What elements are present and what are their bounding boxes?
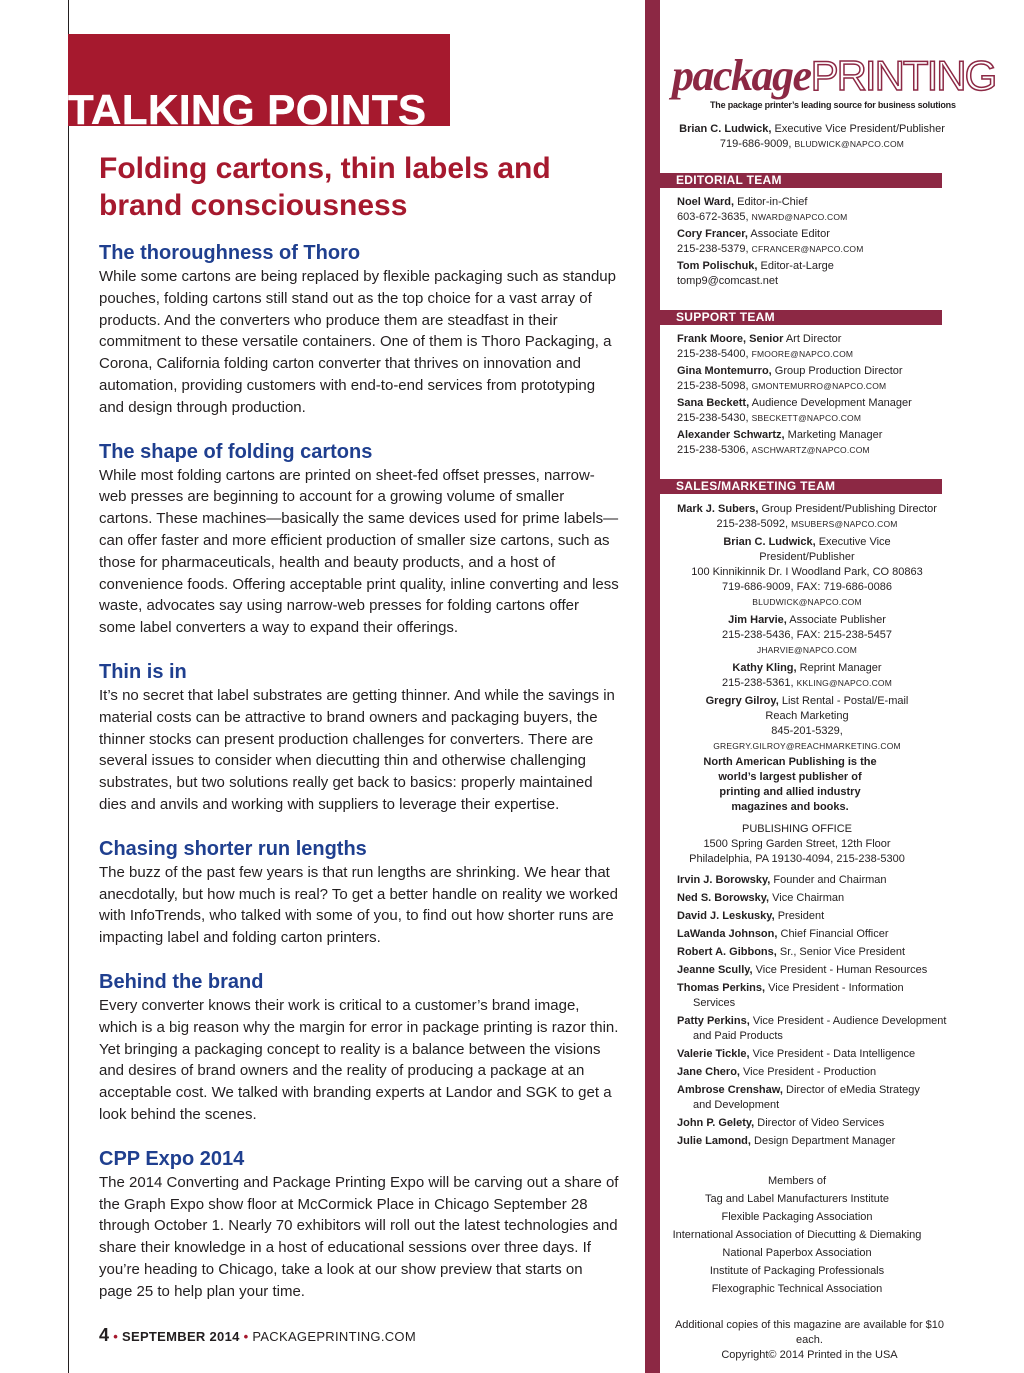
staff-role: Reprint Manager xyxy=(799,662,882,674)
masthead-footer xyxy=(672,1318,947,1363)
officer-name: John P. Gelety, xyxy=(677,1117,755,1129)
staff-entry xyxy=(677,694,937,754)
sales-marketing-team-header: SALES/MARKETING TEAM xyxy=(660,479,942,494)
officer-name: Jeanne Scully, xyxy=(677,964,753,976)
staff-role: Art Director xyxy=(785,333,842,345)
article xyxy=(99,836,619,949)
officer-role: Chief Financial Officer xyxy=(780,928,889,940)
staff-name: Alexander Schwartz, xyxy=(677,429,785,441)
website-url: PACKAGEPRINTING.COM xyxy=(252,1329,416,1344)
napco-statement: North American Publishing is the world’s largest publisher of printing and allied industry magazines and books. xyxy=(703,756,877,813)
officer-role: Sr., Senior Vice President xyxy=(779,946,906,958)
staff-name: Kathy Kling, xyxy=(732,662,797,674)
staff-email: GMONTEMURRO@NAPCO.COM xyxy=(751,381,887,391)
member-association: International Association of Diecutting & Diemaking xyxy=(672,1229,922,1241)
article-list xyxy=(99,240,619,1322)
page-number: 4 xyxy=(99,1325,110,1345)
corporate-officers-list xyxy=(677,873,947,1152)
article-title: Behind the brand xyxy=(99,970,264,993)
editorial-team-list xyxy=(677,195,952,291)
bullet-separator: • xyxy=(243,1329,253,1344)
staff-email: JHARVIE@NAPCO.COM xyxy=(756,645,858,655)
article-body: Every converter knows their work is critical to a customer’s brand image, which is a big reason why the margin for error in package printing is razor thin. Yet bringing a packaging concept to reality is a balance between the visions and desires of brand owners and the reality of producing a package at an acceptable cost. We talked with branding experts at Landor and SGK to get a look behind the scenes. xyxy=(99,996,619,1123)
staff-email: NWARD@NAPCO.COM xyxy=(751,212,848,222)
officer-role: Director of Video Services xyxy=(757,1117,885,1129)
officer-name: LaWanda Johnson, xyxy=(677,928,778,940)
staff-name: Mark J. Subers, xyxy=(677,503,759,515)
article-body: It’s no secret that label substrates are getting thinner. And while the savings in material costs can be attractive to brand owners and packaging buyers, the thinner stocks can present production challenges for converters. There are several issues to consider when diecutting thin and otherwise challenging substrates, but two solutions really get back to basics: properly maintained dies and anvils and working with suppliers to leverage their expertise. xyxy=(99,686,615,813)
officer-entry xyxy=(677,909,947,924)
article xyxy=(99,659,619,816)
staff-name: Gregry Gilroy, xyxy=(705,695,779,707)
officer-name: Jane Chero, xyxy=(677,1066,740,1078)
officer-role-cont: Services xyxy=(693,997,736,1009)
article xyxy=(99,1146,619,1303)
staff-email: SBECKETT@NAPCO.COM xyxy=(751,413,862,423)
officer-role: Vice Chairman xyxy=(772,892,845,904)
staff-phone: 215-238-5361, xyxy=(721,677,794,689)
copies-note: Additional copies of this magazine are available for $10 each. xyxy=(674,1319,945,1346)
officer-entry xyxy=(677,1047,947,1062)
staff-phone: 215-238-5379, xyxy=(677,243,749,255)
officer-name: Ambrose Crenshaw, xyxy=(677,1084,783,1096)
staff-entry xyxy=(677,332,952,362)
officer-name: David J. Leskusky, xyxy=(677,910,775,922)
article xyxy=(99,240,619,419)
officer-entry xyxy=(677,1116,947,1131)
officer-role: Vice President - Human Resources xyxy=(755,964,928,976)
page-headline: Folding cartons, thin labels and brand consciousness xyxy=(99,152,551,222)
staff-email: GREGRY.GILROY@REACHMARKETING.COM xyxy=(713,741,901,751)
staff-name: Brian C. Ludwick, xyxy=(679,123,772,135)
officer-name: Patty Perkins, xyxy=(677,1015,750,1027)
staff-name: Sana Beckett, xyxy=(677,397,750,409)
office-city: Philadelphia, PA 19130-4094, 215-238-5300 xyxy=(689,853,905,865)
staff-email: KKLING@NAPCO.COM xyxy=(796,678,893,688)
staff-entry xyxy=(677,396,952,426)
publishing-office xyxy=(677,822,917,867)
issue-date: SEPTEMBER 2014 xyxy=(122,1329,240,1344)
publisher-credit xyxy=(677,122,947,152)
officer-entry xyxy=(677,891,947,906)
staff-entry xyxy=(677,613,937,658)
officer-name: Irvin J. Borowsky, xyxy=(677,874,771,886)
officer-entry xyxy=(677,963,947,978)
staff-entry xyxy=(677,227,952,257)
members-label: Members of xyxy=(767,1175,827,1187)
article-body: While some cartons are being replaced by flexible packaging such as standup pouches, folding cartons still stand out as the top choice for a vast array of products. And the converters who produce them are steadfast in their commitment to these versatile containers. One of them is Thoro Packaging, a Corona, California folding carton converter that thrives on innovation and automation, providing customers with end-to-end services from prototyping and design through production. xyxy=(99,268,616,416)
banner-title: TALKING POINTS xyxy=(68,80,427,140)
officer-role-cont: and Paid Products xyxy=(693,1030,783,1042)
officer-role: Design Department Manager xyxy=(754,1135,896,1147)
staff-name: Cory Francer, xyxy=(677,228,748,240)
masthead-stripe xyxy=(645,0,660,1373)
logo-word-package: package xyxy=(672,51,811,100)
staff-phone: 215-238-5306, xyxy=(677,444,749,456)
officer-entry xyxy=(677,1134,947,1149)
officer-entry xyxy=(677,927,947,942)
staff-entry xyxy=(677,259,952,289)
staff-name: Brian C. Ludwick, xyxy=(723,536,816,548)
officer-name: Valerie Tickle, xyxy=(677,1048,750,1060)
staff-entry xyxy=(677,661,937,691)
officer-role: Founder and Chairman xyxy=(773,874,887,886)
officer-entry xyxy=(677,1083,947,1113)
staff-role: Executive Vice President/Publisher xyxy=(774,123,945,135)
officer-role-cont: and Development xyxy=(693,1099,780,1111)
staff-role: Audience Development Manager xyxy=(751,397,912,409)
staff-name: Tom Polischuk, xyxy=(677,260,758,272)
left-margin-rule xyxy=(68,0,69,1373)
staff-role: Editor-in-Chief xyxy=(737,196,808,208)
member-association: Tag and Label Manufacturers Institute xyxy=(704,1193,890,1205)
staff-entry xyxy=(677,535,937,610)
staff-entry xyxy=(677,502,937,532)
staff-name: Gina Montemurro, xyxy=(677,365,772,377)
staff-email: BLUDWICK@NAPCO.COM xyxy=(752,597,862,607)
staff-role: Editor-at-Large xyxy=(760,260,834,272)
staff-name: Frank Moore, Senior xyxy=(677,333,784,345)
article-title: Chasing shorter run lengths xyxy=(99,837,367,860)
staff-phone: 719-686-9009, FAX: 719-686-0086 xyxy=(721,581,893,593)
staff-phone: 719-686-9009, xyxy=(719,138,792,150)
officer-name: Robert A. Gibbons, xyxy=(677,946,777,958)
office-label: PUBLISHING OFFICE xyxy=(741,823,853,835)
staff-email: MSUBERS@NAPCO.COM xyxy=(791,519,898,529)
staff-email: BLUDWICK@NAPCO.COM xyxy=(794,139,905,149)
page-folio xyxy=(99,1325,416,1347)
staff-role: Group President/Publishing Director xyxy=(761,503,937,515)
sales-marketing-team-list xyxy=(677,502,937,757)
article xyxy=(99,439,619,639)
staff-phone: 215-238-5436, FAX: 215-238-5457 xyxy=(721,629,893,641)
staff-role: Associate Publisher xyxy=(789,614,886,626)
staff-phone: 215-238-5092, xyxy=(716,518,788,530)
officer-role: Vice President - Audience Development xyxy=(752,1015,947,1027)
support-team-header: SUPPORT TEAM xyxy=(660,310,942,325)
copyright-note: Copyright© 2014 Printed in the USA xyxy=(721,1349,898,1361)
member-association: Flexible Packaging Association xyxy=(721,1211,873,1223)
article-body: The 2014 Converting and Package Printing Expo will be carving out a share of the Graph Expo show floor at McCormick Place in Chicago September 28 through October 1. Nearly 70 exhibitors will roll out the latest technologies and share their knowledge in a host of educational sessions over three days. If you’re heading to Chicago, take a look at our show preview that starts on page 25 to help plan your time. xyxy=(99,1173,619,1300)
association-memberships xyxy=(672,1172,922,1298)
staff-phone: 845-201-5329, xyxy=(771,725,843,737)
officer-entry xyxy=(677,981,947,1011)
article-title: CPP Expo 2014 xyxy=(99,1147,245,1170)
article-title: Thin is in xyxy=(99,660,187,683)
bullet-separator: • xyxy=(113,1329,122,1344)
staff-entry xyxy=(677,364,952,394)
staff-role: Group Production Director xyxy=(774,365,903,377)
article-body: While most folding cartons are printed on sheet-fed offset presses, narrow-web presses are beginning to account for a growing volume of smaller cartons. These machines—basically the same devices used for prime labels—can offer faster and more efficient production of smaller size cartons, such as those for pharmaceuticals, health and beauty products, and a host of convenience foods. Offering acceptable print quality, inline converting and less waste, advocates say using narrow-web presses for folding cartons offer some label converters a way to expand their offerings. xyxy=(99,466,619,637)
article-title: The thoroughness of Thoro xyxy=(99,242,361,264)
staff-entry xyxy=(677,428,952,458)
staff-role: Marketing Manager xyxy=(787,429,883,441)
logo-tagline: The package printer’s leading source for business solutions xyxy=(710,100,956,110)
officer-role: Vice President - Information xyxy=(768,982,904,994)
editorial-team-header: EDITORIAL TEAM xyxy=(660,173,942,188)
officer-role: Director of eMedia Strategy xyxy=(786,1084,920,1096)
staff-role: Executive Vice President/Publisher xyxy=(759,536,891,563)
support-team-list xyxy=(677,332,952,460)
staff-email: ASCHWARTZ@NAPCO.COM xyxy=(751,445,870,455)
staff-phone: 215-238-5430, xyxy=(677,412,749,424)
staff-name: Jim Harvie, xyxy=(728,614,787,626)
article-body: The buzz of the past few years is that run lengths are shrinking. We hear that anecdotally, but how much is real? To get a better handle on reality we worked with InfoTrends, who talked with some of you, to find out how shorter runs are impacting label and folding carton printers. xyxy=(99,863,618,947)
member-association: Institute of Packaging Professionals xyxy=(709,1265,885,1277)
officer-role: Vice President - Data Intelligence xyxy=(752,1048,916,1060)
staff-phone: 215-238-5098, xyxy=(677,380,749,392)
staff-address: 100 Kinnikinnik Dr. I Woodland Park, CO 80863 xyxy=(691,566,923,578)
officer-role: President xyxy=(777,910,825,922)
staff-role: List Rental - Postal/E-mail xyxy=(781,695,909,707)
officer-entry xyxy=(677,945,947,960)
staff-phone: 215-238-5400, xyxy=(677,348,749,360)
article-title: The shape of folding cartons xyxy=(99,440,373,463)
officer-name: Ned S. Borowsky, xyxy=(677,892,770,904)
officer-name: Thomas Perkins, xyxy=(677,982,766,994)
staff-name: Noel Ward, xyxy=(677,196,735,208)
staff-email: FMOORE@NAPCO.COM xyxy=(751,349,854,359)
staff-email: CFRANCER@NAPCO.COM xyxy=(751,244,864,254)
article xyxy=(99,969,619,1126)
staff-phone: 603-672-3635, xyxy=(677,211,749,223)
officer-role: Vice President - Production xyxy=(743,1066,877,1078)
staff-email: tomp9@comcast.net xyxy=(677,275,779,287)
member-association: National Paperbox Association xyxy=(722,1247,872,1259)
officer-entry xyxy=(677,1014,947,1044)
staff-entry xyxy=(677,195,952,225)
officer-entry xyxy=(677,873,947,888)
office-street: 1500 Spring Garden Street, 12th Floor xyxy=(703,838,891,850)
member-association: Flexographic Technical Association xyxy=(711,1283,883,1295)
officer-name: Julie Lamond, xyxy=(677,1135,751,1147)
staff-role: Associate Editor xyxy=(750,228,830,240)
officer-entry xyxy=(677,1065,947,1080)
logo-word-printing: PRINTING xyxy=(810,52,996,99)
staff-company: Reach Marketing xyxy=(765,710,849,722)
package-printing-logo xyxy=(672,50,996,104)
